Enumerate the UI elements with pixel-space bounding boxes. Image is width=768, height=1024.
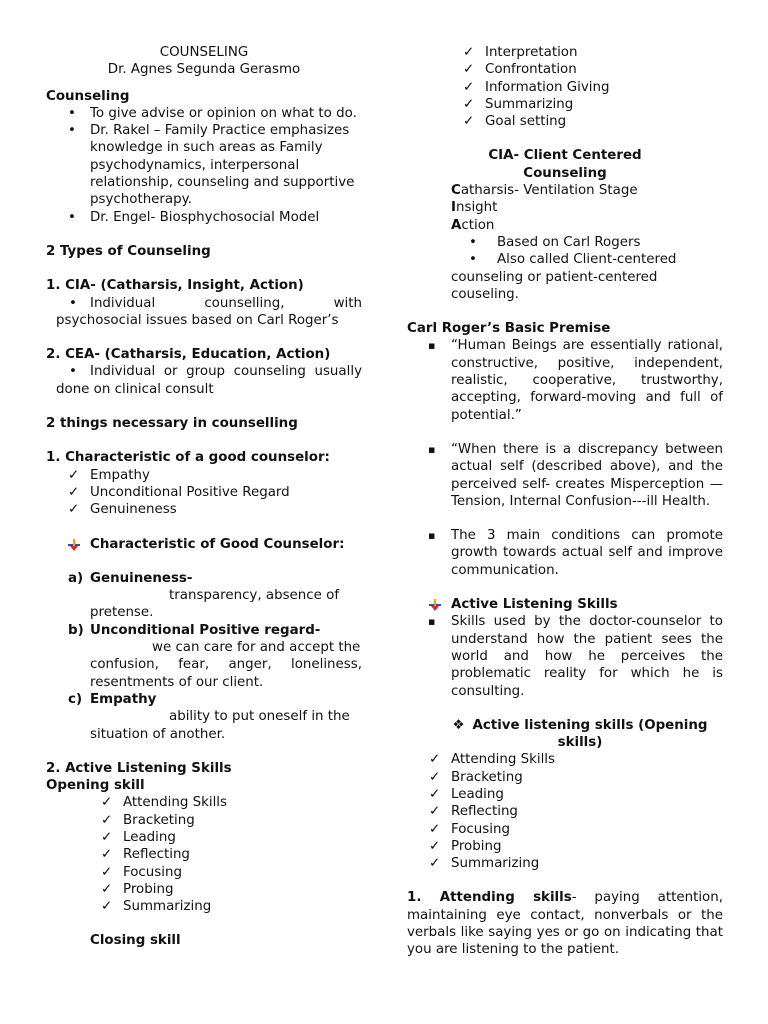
closing-skill-heading: Closing skill — [90, 933, 181, 949]
attending-skills-paragraph: 1. Attending skills- paying attention, maintaining eye contact, nonverbals or the verbals like saying yes or go on indicating that you are listening to the patient. — [407, 890, 723, 958]
active-listening-heading: 2. Active Listening Skills — [46, 760, 232, 776]
list-item: ▪ “Human Beings are essentially rational, constructive, positive, independent, realistic, cooperative, trustworthy, accepting, forward-moving and full of potential.” — [407, 337, 723, 423]
left-column — [46, 44, 362, 950]
cia-client-centered-title: CIA- Client Centered — [488, 148, 642, 164]
list-item: ✓ Leading — [46, 829, 362, 846]
list-item: ✓ Bracketing — [46, 812, 362, 829]
necessary-heading: 2 things necessary in counselling — [46, 416, 298, 432]
als-list — [407, 613, 723, 699]
cia-line-action: Action — [451, 217, 495, 233]
arrow-down-icon — [429, 599, 441, 611]
list-item: ✓ Attending Skills — [46, 794, 362, 811]
list-item: ✓ Summarizing — [407, 96, 723, 113]
top-skills-list — [407, 44, 723, 130]
list-item: ✓ Summarizing — [407, 855, 723, 872]
list-item: ✓ Genuineness — [46, 501, 362, 518]
list-item: ✓ Unconditional Positive Regard — [46, 484, 362, 501]
right-opening-list — [407, 751, 723, 872]
bullet-icon: • — [69, 364, 77, 380]
list-item: ✓ Attending Skills — [407, 751, 723, 768]
list-item: ▪ “When there is a discrepancy between actual self (described above), and the perceived self- creates Misperception —Tension, Internal Confusion---ill Health. — [407, 441, 723, 510]
char-item-c: c) Empathy — [68, 691, 157, 707]
document-author: Dr. Agnes Segunda Gerasmo — [107, 62, 301, 78]
list-item: ✓ Reflecting — [46, 846, 362, 863]
list-item: ✓ Reflecting — [407, 803, 723, 820]
opening-skill-heading: Opening skill — [46, 778, 145, 794]
opening-skill-list — [46, 794, 362, 915]
list-item: ✓ Probing — [46, 881, 362, 898]
types-heading: 2 Types of Counseling — [46, 243, 211, 259]
list-item: ✓ Interpretation — [407, 44, 723, 61]
als-heading: Active Listening Skills — [407, 596, 723, 613]
char-desc-a-cont: pretense. — [90, 605, 154, 621]
char-desc-b: we can care for and accept the — [152, 640, 361, 656]
diamond-star-icon: ❖ — [452, 717, 465, 733]
arrow-down-icon — [68, 539, 80, 551]
char-item-a: a) Genuineness- — [68, 570, 193, 586]
opening-skills-heading: ❖ Active listening skills (Opening skills) — [452, 717, 708, 751]
list-item: ✓ Leading — [407, 786, 723, 803]
good-counselor-list — [46, 467, 362, 519]
cia-paragraph: • Individual counselling, with psychosocial issues based on Carl Roger’s — [56, 295, 362, 328]
cia-heading: 1. CIA- (Catharsis, Insight, Action) — [46, 278, 304, 294]
list-item: ▪ Skills used by the doctor-counselor to understand how the patient sees the world and how he perceives the problematic reality for which he is consulting. — [407, 613, 723, 699]
document-title: COUNSELING — [159, 45, 249, 60]
cia-bullet-1: • Based on Carl Rogers — [469, 234, 641, 250]
cea-heading: 2. CEA- (Catharsis, Education, Action) — [46, 347, 331, 363]
list-item: ✓ Focusing — [407, 821, 723, 838]
list-item: ✓ Confrontation — [407, 61, 723, 78]
char-desc-a: transparency, absence of — [169, 588, 340, 604]
premise-heading: Carl Roger’s Basic Premise — [407, 321, 611, 337]
char-desc-c-cont: situation of another. — [90, 726, 226, 742]
list-item: ✓ Bracketing — [407, 769, 723, 786]
list-item: ✓ Empathy — [46, 467, 362, 484]
cia-client-centered-title-2: Counseling — [523, 165, 607, 181]
counseling-heading: Counseling — [46, 88, 130, 104]
right-column — [407, 44, 723, 959]
cea-paragraph: • Individual or group counseling usually done on clinical consult — [56, 364, 362, 397]
cia-bullet-2-cont: counseling or patient-centered couseling. — [451, 269, 658, 302]
char-desc-b-cont: confusion, fear, anger, loneliness, resentments of our client. — [90, 657, 362, 690]
cia-line-insight: Insight — [451, 200, 498, 216]
list-item: • To give advise or opinion on what to do. — [46, 105, 362, 122]
list-item: ✓ Probing — [407, 838, 723, 855]
counseling-list — [46, 105, 362, 226]
good-counselor-heading: 1. Characteristic of a good counselor: — [46, 450, 330, 466]
cia-line-catharsis: Catharsis- Ventilation Stage — [451, 183, 638, 199]
char-heading: Characteristic of Good Counselor: — [46, 536, 362, 553]
cia-bullet-2: • Also called Client-centered — [469, 252, 677, 268]
list-item: ▪ The 3 main conditions can promote growth towards actual self and improve communication. — [407, 527, 723, 579]
list-item: ✓ Summarizing — [46, 898, 362, 915]
list-item: ✓ Goal setting — [407, 113, 723, 130]
char-desc-c: ability to put oneself in the — [169, 709, 350, 725]
bullet-icon: • — [69, 295, 77, 311]
list-item: ✓ Focusing — [46, 864, 362, 881]
premise-list — [407, 337, 723, 579]
char-item-b: b) Unconditional Positive regard- — [68, 622, 321, 638]
list-item: • Dr. Engel- Biosphychosocial Model — [46, 209, 362, 226]
list-item: ✓ Information Giving — [407, 79, 723, 96]
list-item: • Dr. Rakel – Family Practice emphasizes knowledge in such areas as Family psychodynamics, interpersonal relationship, counseling and supportive psychotherapy. — [46, 122, 362, 208]
